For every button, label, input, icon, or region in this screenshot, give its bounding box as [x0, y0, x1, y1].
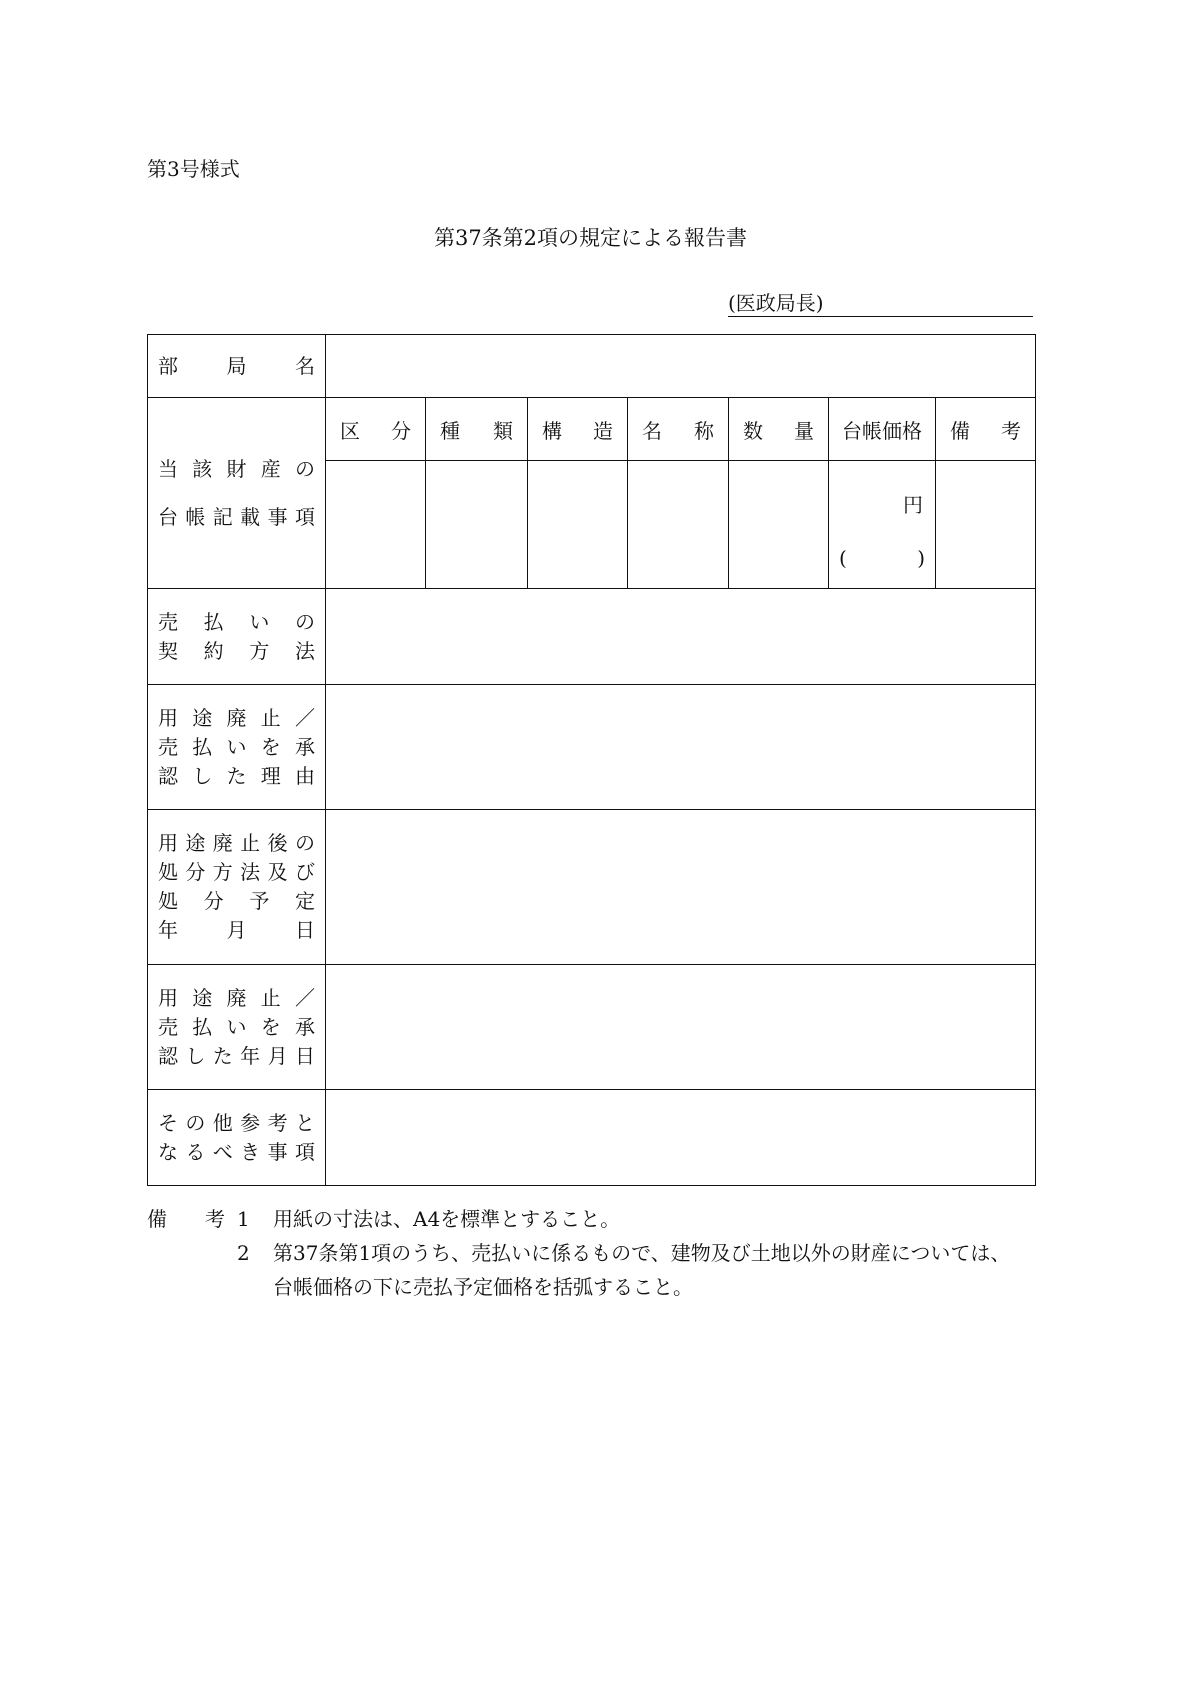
- header-ledger-price: [829, 398, 936, 461]
- label-sale-method: [148, 589, 326, 685]
- label-char: 理: [260, 763, 281, 788]
- label-char: 承: [295, 734, 315, 759]
- label-char: 用: [158, 831, 178, 855]
- label-char: 分: [185, 860, 206, 884]
- label-char: 造: [593, 418, 613, 443]
- label-char: 項: [294, 1139, 315, 1164]
- input-type[interactable]: [426, 461, 528, 589]
- input-name[interactable]: [628, 461, 729, 589]
- label-char: な: [158, 1139, 178, 1164]
- paren-close: ): [917, 546, 925, 570]
- label-char: 帳: [185, 505, 206, 529]
- label-char: 備: [950, 418, 970, 443]
- input-quantity[interactable]: [729, 461, 829, 589]
- header-quantity: [729, 398, 829, 461]
- paren-open: (: [839, 546, 847, 570]
- header-structure: [528, 398, 628, 461]
- document-title: [0, 222, 1181, 252]
- label-char: 認: [158, 763, 178, 788]
- input-disposal-plan[interactable]: [326, 810, 1036, 965]
- header-type: [426, 398, 528, 461]
- label-char: 途: [192, 985, 213, 1010]
- label-char: 部: [158, 353, 178, 378]
- label-char: 台: [158, 505, 178, 529]
- report-table: [147, 334, 1036, 1186]
- label-char: 用: [158, 985, 178, 1010]
- label-char: ／: [295, 985, 315, 1010]
- label-other-matters: [148, 1090, 326, 1186]
- label-char: 止: [240, 831, 261, 855]
- label-char: 定: [294, 889, 315, 913]
- label-char: 途: [192, 705, 213, 730]
- label-char: い: [226, 1014, 247, 1039]
- label-char: 産: [260, 457, 281, 481]
- label-char: 他: [212, 1110, 233, 1135]
- label-char: し: [185, 1043, 206, 1068]
- label-char: 財: [226, 457, 247, 481]
- label-char: 構: [542, 418, 562, 443]
- label-department: [148, 335, 326, 398]
- label-char: 売: [158, 1014, 178, 1039]
- input-other-matters[interactable]: [326, 1090, 1036, 1186]
- label-char: 項: [294, 505, 315, 529]
- label-char: 法: [240, 860, 261, 884]
- header-remarks: [936, 398, 1036, 461]
- label-char: ／: [295, 705, 315, 730]
- label-char: 認: [158, 1043, 178, 1068]
- label-char: 後: [267, 831, 288, 855]
- label-char: 事: [267, 505, 288, 529]
- label-char: 承: [295, 1014, 315, 1039]
- label-char: し: [192, 763, 213, 788]
- label-char: 記: [212, 505, 233, 529]
- label-char: い: [226, 734, 247, 759]
- label-char: 局: [226, 353, 247, 378]
- label-char: 途: [185, 831, 206, 855]
- label-char: べ: [212, 1139, 233, 1164]
- label-char: 約: [203, 638, 224, 663]
- label-char: 払: [192, 734, 213, 759]
- label-char: の: [295, 457, 315, 481]
- label-char: た: [212, 1043, 233, 1068]
- label-approval-date: [148, 965, 326, 1090]
- label-char: 処: [158, 860, 178, 884]
- label-char: 分: [391, 418, 411, 443]
- label-char: 備: [147, 1207, 167, 1231]
- label-ledger: [148, 398, 326, 589]
- label-char: 考: [1001, 418, 1022, 443]
- label-char: 類: [493, 418, 513, 443]
- label-char: 由: [295, 763, 315, 788]
- label-char: 参: [240, 1110, 261, 1135]
- label-char: 方: [249, 638, 270, 663]
- label-char: 予: [249, 889, 270, 913]
- label-char: 当: [158, 457, 178, 481]
- header-classification: [326, 398, 426, 461]
- notes-label: [147, 1202, 225, 1236]
- label-char: き: [240, 1139, 261, 1164]
- label-char: 処: [158, 889, 178, 913]
- form-number: 第3号様式: [147, 157, 240, 181]
- label-char: 載: [240, 505, 261, 529]
- input-department[interactable]: [326, 335, 1036, 398]
- label-char: 年: [158, 918, 178, 942]
- label-char: 廃: [212, 831, 233, 855]
- label-char: 年: [240, 1043, 261, 1068]
- label-char: 月: [267, 1043, 288, 1068]
- header-name: [628, 398, 729, 461]
- label-char: 売: [158, 734, 178, 759]
- label-char: び: [294, 860, 315, 884]
- label-char: 方: [212, 860, 233, 884]
- label-char: そ: [158, 1110, 178, 1135]
- input-ledger-price[interactable]: [829, 461, 936, 589]
- input-classification[interactable]: [326, 461, 426, 589]
- label-char: と: [294, 1110, 315, 1135]
- note-1-number: 1: [237, 1207, 250, 1231]
- label-char: の: [185, 1110, 206, 1135]
- label-char: 称: [694, 418, 714, 443]
- label-char: 廃: [226, 705, 247, 730]
- label-char: た: [226, 763, 247, 788]
- label-char: 考: [205, 1207, 225, 1231]
- label-char: 量: [794, 418, 814, 443]
- label-char: 法: [294, 638, 315, 663]
- label-char: を: [260, 1014, 281, 1039]
- label-char: の: [294, 609, 315, 634]
- note-2-text-line-1: 第37条第1項のうち、売払いに係るもので、建物及び土地以外の財産については、: [273, 1241, 1011, 1265]
- label-char: 名: [295, 353, 315, 378]
- label-char: 考: [267, 1110, 288, 1135]
- input-approval-date[interactable]: [326, 965, 1036, 1090]
- label-char: 事: [267, 1139, 288, 1164]
- label-char: 売: [158, 609, 178, 634]
- input-approval-reason[interactable]: [326, 685, 1036, 810]
- label-char: 廃: [226, 985, 247, 1010]
- label-char: 月: [226, 918, 247, 942]
- sale-price-parentheses: [839, 546, 925, 570]
- notes: [147, 1202, 1010, 1304]
- label-char: 種: [440, 418, 460, 443]
- label-char: 台帳価格: [842, 418, 922, 443]
- label-char: 止: [260, 705, 281, 730]
- yen-unit: 円: [903, 493, 923, 517]
- input-structure[interactable]: [528, 461, 628, 589]
- label-approval-reason: [148, 685, 326, 810]
- label-char: 用: [158, 705, 178, 730]
- label-char: 及: [267, 860, 288, 884]
- label-char: 契: [158, 638, 178, 663]
- label-char: 払: [203, 609, 224, 634]
- addressee: (医政局長): [728, 291, 1033, 317]
- note-2-number: 2: [237, 1241, 250, 1265]
- input-remarks[interactable]: [936, 461, 1036, 589]
- label-disposal-plan: [148, 810, 326, 965]
- input-sale-method[interactable]: [326, 589, 1036, 685]
- label-char: の: [294, 831, 315, 855]
- label-char: を: [260, 734, 281, 759]
- label-char: 名: [642, 418, 662, 443]
- document-title-text: 第37条第2項の規定による報告書: [433, 226, 748, 250]
- note-2-text-line-2: 台帳価格の下に売払予定価格を括弧すること。: [273, 1275, 693, 1299]
- label-char: 止: [260, 985, 281, 1010]
- label-char: る: [185, 1139, 206, 1164]
- label-char: 日: [294, 1043, 315, 1068]
- label-char: 区: [340, 418, 360, 443]
- label-char: 数: [743, 418, 763, 443]
- note-1-text: 用紙の寸法は、A4を標準とすること。: [273, 1207, 621, 1231]
- label-char: い: [249, 609, 270, 634]
- label-char: 分: [203, 889, 224, 913]
- label-char: 該: [192, 457, 213, 481]
- label-char: 日: [295, 918, 315, 942]
- label-char: 払: [192, 1014, 213, 1039]
